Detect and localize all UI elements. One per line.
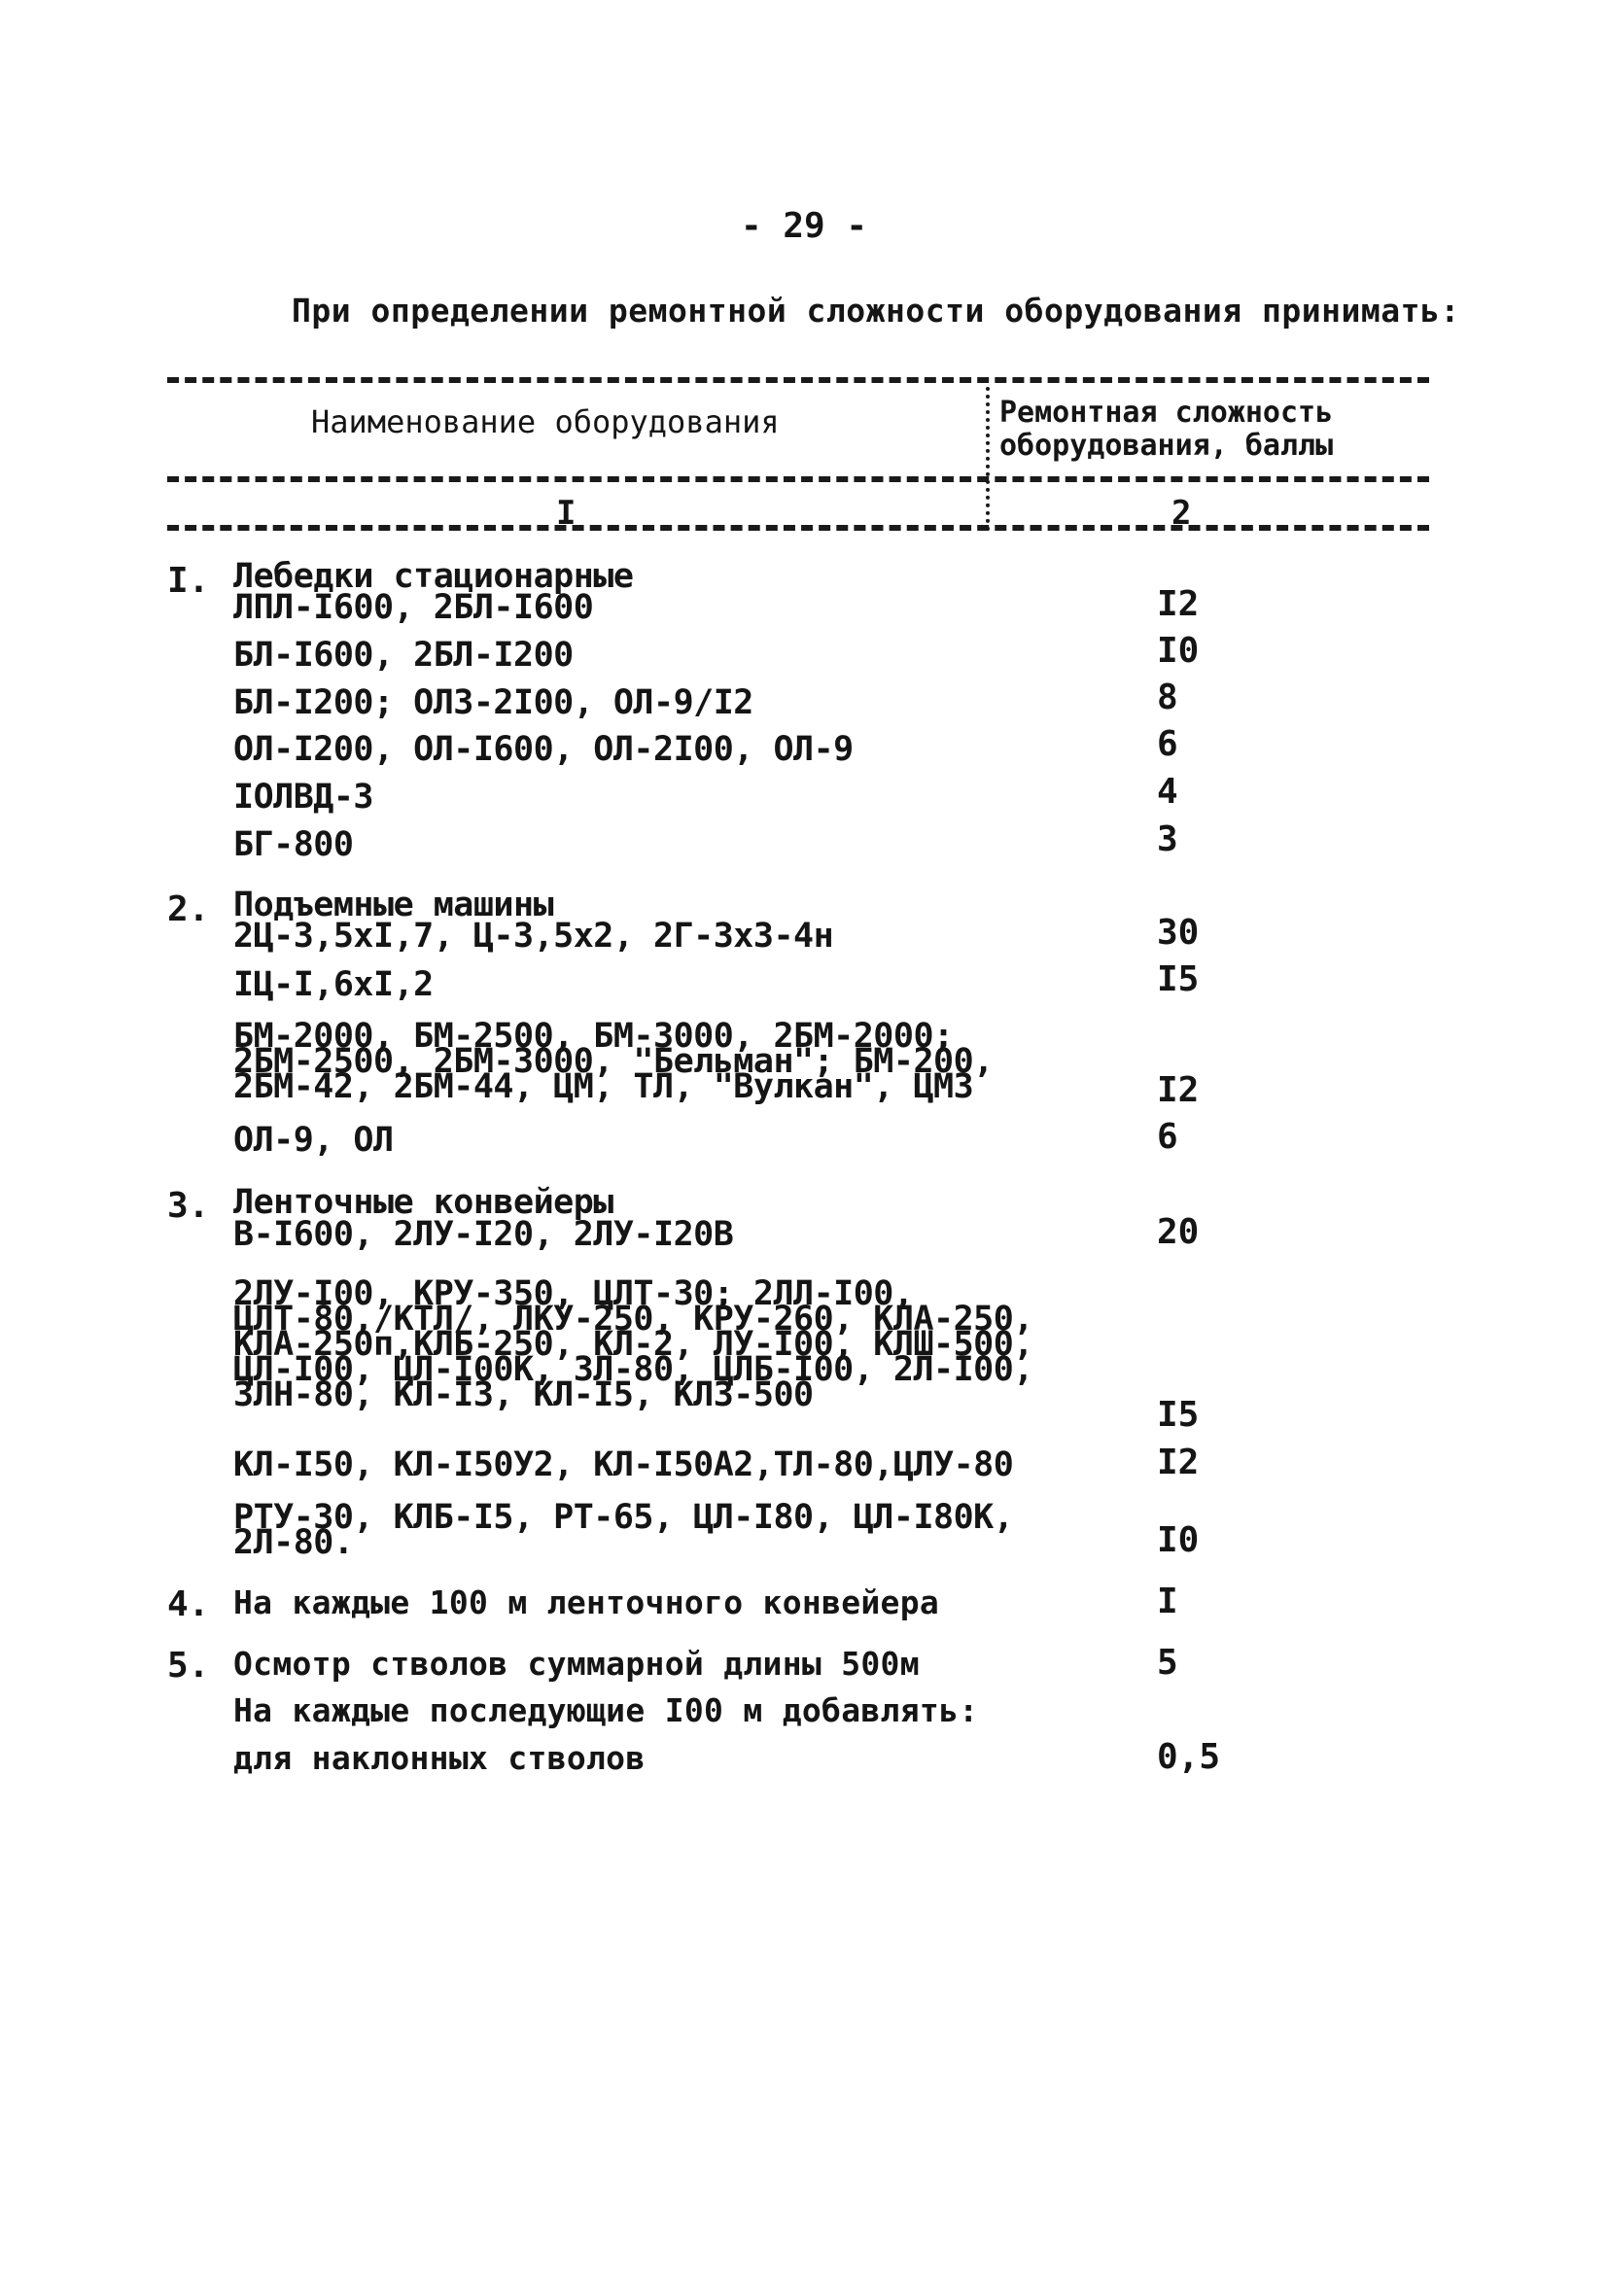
complexity-value: 6 bbox=[1157, 724, 1178, 764]
table-header-rule bbox=[167, 476, 1429, 482]
section-title: Подъемные машины bbox=[233, 886, 554, 924]
equipment-name: На каждые последующие I00 м добавлять: bbox=[233, 1691, 979, 1729]
section-title: На каждые 100 м ленточного конвейера bbox=[233, 1583, 940, 1621]
section-title: Осмотр стволов суммарной длины 500м bbox=[233, 1645, 920, 1683]
equipment-name: БЛ-I200; ОЛЗ-2I00, ОЛ-9/I2 bbox=[233, 683, 753, 722]
complexity-value: I5 bbox=[1157, 959, 1200, 999]
complexity-value: 8 bbox=[1157, 678, 1178, 717]
equipment-name: КЛ-I50, КЛ-I50У2, КЛ-I50А2,ТЛ-80,ЦЛУ-80 bbox=[233, 1445, 1014, 1484]
equipment-name: 2Ц-3,5хI,7, Ц-3,5х2, 2Г-3х3-4н bbox=[233, 917, 834, 956]
complexity-value: I0 bbox=[1157, 1520, 1200, 1560]
section-number: 4. bbox=[167, 1584, 210, 1624]
complexity-value: 4 bbox=[1157, 772, 1178, 812]
complexity-value: 3 bbox=[1157, 819, 1178, 859]
column-number-1: I bbox=[556, 494, 577, 533]
table-number-rule bbox=[167, 525, 1429, 531]
complexity-value: I bbox=[1157, 1582, 1178, 1621]
equipment-name: ОЛ-I200, ОЛ-I600, ОЛ-2I00, ОЛ-9 bbox=[233, 730, 854, 769]
column-separator bbox=[986, 387, 990, 531]
page-number: - 29 - bbox=[740, 206, 868, 246]
complexity-value: I2 bbox=[1157, 1443, 1200, 1482]
complexity-value: 6 bbox=[1157, 1117, 1178, 1157]
complexity-value: I2 bbox=[1157, 584, 1200, 624]
section-number: 2. bbox=[167, 889, 210, 929]
complexity-value: 0,5 bbox=[1157, 1737, 1221, 1777]
equipment-name: В-I600, 2ЛУ-I20, 2ЛУ-I20В bbox=[233, 1215, 734, 1254]
section-number: 5. bbox=[167, 1646, 210, 1686]
complexity-value: 5 bbox=[1157, 1643, 1178, 1683]
equipment-name: IОЛВД-3 bbox=[233, 778, 374, 817]
intro-text: При определении ремонтной сложности оборудования принимать: bbox=[292, 292, 1460, 330]
equipment-name: IЦ-I,6хI,2 bbox=[233, 965, 434, 1004]
equipment-name: для наклонных стволов bbox=[233, 1739, 646, 1777]
section-title: Лебедки стационарные bbox=[233, 557, 634, 596]
complexity-value: 30 bbox=[1157, 913, 1200, 953]
section-number: I. bbox=[167, 561, 210, 601]
equipment-name: БГ-800 bbox=[233, 825, 354, 864]
complexity-value: I0 bbox=[1157, 631, 1200, 671]
column-header-complexity: Ремонтная сложность оборудования, баллы bbox=[999, 396, 1334, 463]
column-header-equipment: Наименование оборудования bbox=[311, 403, 780, 440]
column-number-2: 2 bbox=[1171, 494, 1192, 533]
section-title: Ленточные конвейеры bbox=[233, 1183, 613, 1222]
complexity-value: 20 bbox=[1157, 1212, 1200, 1252]
complexity-value: I5 bbox=[1157, 1395, 1200, 1435]
equipment-name: ОЛ-9, ОЛ bbox=[233, 1121, 394, 1160]
equipment-name: БМ-2000, БМ-2500, БМ-3000, 2БМ-2000; 2БМ-2500, 2БМ-3000, "Бельман"; БМ-200, 2БМ-42, 2БМ-44, ЦМ, ТЛ, "Вулкан", ЦМЗ bbox=[233, 1017, 994, 1106]
equipment-name: БЛ-I600, 2БЛ-I200 bbox=[233, 636, 574, 675]
equipment-name: ЛПЛ-I600, 2БЛ-I600 bbox=[233, 588, 594, 627]
complexity-value: I2 bbox=[1157, 1070, 1200, 1110]
equipment-name: 2ЛУ-I00, КРУ-350, ЦЛТ-30; 2ЛЛ-I00, ЦЛТ-80,/КТЛ/, ЛКУ-250, КРУ-260, КЛА-250, КЛА-250п,КЛБ-250, КЛ-2, ЛУ-I00, КЛШ-500, ЦЛ-I00, ЦЛ-I00К, ЗЛ-80, ЦЛБ-I00, 2Л-I00, ЗЛН-80, КЛ-I3, КЛ-I5, КЛЗ-500 bbox=[233, 1274, 1033, 1414]
equipment-name: РТУ-30, КЛБ-I5, РТ-65, ЦЛ-I80, ЦЛ-I80К, 2Л-80. bbox=[233, 1498, 1014, 1562]
table-top-rule bbox=[167, 377, 1429, 383]
section-number: 3. bbox=[167, 1186, 210, 1226]
